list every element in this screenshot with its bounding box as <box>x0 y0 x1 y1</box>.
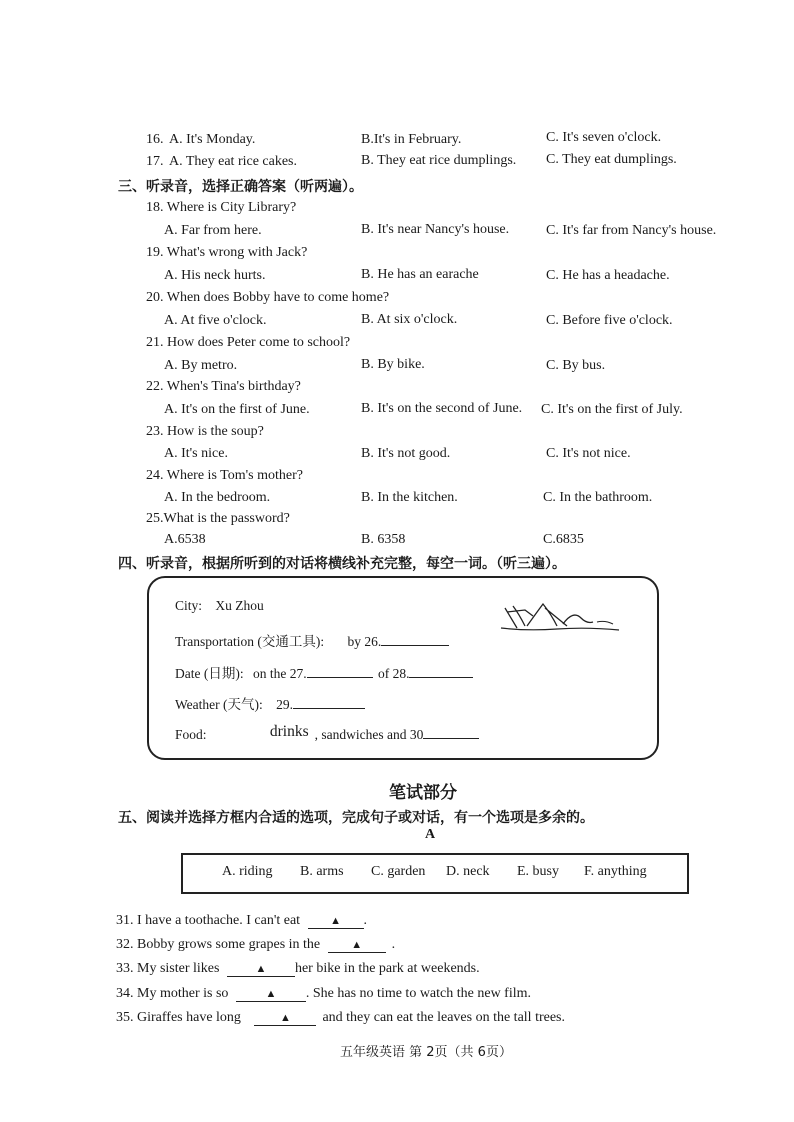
blank-27[interactable] <box>307 663 373 678</box>
q20-question: 20. When does Bobby have to come home? <box>146 290 390 305</box>
date-prefix: on the 27. <box>252 666 307 681</box>
q25-question: 25.What is the password? <box>146 511 290 526</box>
q20-option-b: B. At six o'clock. <box>361 312 458 327</box>
q24-option-a: A. In the bedroom. <box>164 490 271 505</box>
section-3-title: 三、听录音，选择正确答案（听两遍）。 <box>118 179 363 195</box>
q19-option-c: C. He has a headache. <box>546 268 670 283</box>
q31-blank[interactable]: ▲ <box>308 914 364 929</box>
q23-option-b: B. It's not good. <box>361 446 451 461</box>
q16-option-c: C. It's seven o'clock. <box>546 130 662 145</box>
city-value: Xu Zhou <box>215 598 264 613</box>
q21-option-c: C. By bus. <box>546 358 606 373</box>
q17-option-b: B. They eat rice dumplings. <box>361 153 517 168</box>
q25-option-a: A.6538 <box>164 532 206 547</box>
q22-option-c: C. It's on the first of July. <box>541 402 683 417</box>
q34-text: 34. My mother is so <box>116 986 229 1001</box>
q34-item <box>116 985 531 1003</box>
blank-28[interactable] <box>409 663 473 678</box>
q19-option-b: B. He has an earache <box>361 267 479 282</box>
q18-option-a: A. Far from here. <box>164 223 262 238</box>
q35-blank[interactable]: ▲ <box>254 1011 316 1026</box>
transportation-prefix: by 26. <box>347 634 382 649</box>
q33-blank[interactable]: ▲ <box>227 962 295 977</box>
q18-option-c: C. It's far from Nancy's house. <box>546 223 717 238</box>
transportation-label: Transportation (交通工具): <box>175 634 325 649</box>
q24-option-b: B. In the kitchen. <box>361 490 458 505</box>
word-option-b: B. arms <box>300 864 344 879</box>
transportation-row <box>175 630 449 650</box>
q24-question: 24. Where is Tom's mother? <box>146 468 303 483</box>
q23-question: 23. How is the soup? <box>146 424 264 439</box>
q17-option-a: A. They eat rice cakes. <box>169 154 298 169</box>
q17-number: 17. <box>146 154 164 169</box>
q34-end: . She has no time to watch the new film. <box>305 986 532 1001</box>
q20-option-a: A. At five o'clock. <box>164 313 267 328</box>
written-part-title: 笔试部分 <box>389 783 457 803</box>
q31-end: . <box>363 913 368 928</box>
page-footer: 五年级英语 第 2页（共 6页） <box>340 1045 512 1060</box>
q20-option-c: C. Before five o'clock. <box>546 313 673 328</box>
q35-text: 35. Giraffes have long <box>116 1010 241 1025</box>
food-row <box>175 724 479 744</box>
q35-end: and they can eat the leaves on the tall trees. <box>322 1010 565 1025</box>
blank-29[interactable] <box>293 694 365 709</box>
date-mid: of 28. <box>377 666 410 681</box>
q18-option-b: B. It's near Nancy's house. <box>361 222 510 237</box>
q21-option-b: B. By bike. <box>361 357 425 372</box>
blank-26[interactable] <box>381 631 449 646</box>
word-bank-box <box>181 853 689 894</box>
city-label: City: <box>175 598 203 613</box>
q22-question: 22. When's Tina's birthday? <box>146 379 301 394</box>
section-5-title: 五、阅读并选择方框内合适的选项，完成句子或对话，有一个选项是多余的。 <box>118 810 594 826</box>
q19-option-a: A. His neck hurts. <box>164 268 266 283</box>
word-option-e: E. busy <box>517 864 559 879</box>
q35-item <box>116 1009 565 1027</box>
city-row <box>175 598 264 614</box>
q25-option-b: B. 6358 <box>361 532 406 547</box>
q23-option-a: A. It's nice. <box>164 446 228 461</box>
q34-blank[interactable]: ▲ <box>236 987 306 1002</box>
word-option-f: F. anything <box>584 864 647 879</box>
q16-option-b: B.It's in February. <box>361 132 462 147</box>
q32-item <box>116 936 395 954</box>
q33-end: her bike in the park at weekends. <box>294 961 480 976</box>
q18-question: 18. Where is City Library? <box>146 200 297 215</box>
section-4-title: 四、听录音，根据所听到的对话将横线补充完整，每空一词。（听三遍）。 <box>118 556 566 572</box>
q16-option-a: A. It's Monday. <box>169 132 256 147</box>
q23-option-c: C. It's not nice. <box>546 446 631 461</box>
q33-text: 33. My sister likes <box>116 961 220 976</box>
q24-option-c: C. In the bathroom. <box>543 490 653 505</box>
q31-text: 31. I have a toothache. I can't eat <box>116 913 301 928</box>
q22-option-a: A. It's on the first of June. <box>164 402 310 417</box>
q22-option-b: B. It's on the second of June. <box>361 401 523 416</box>
food-label: Food: <box>175 727 207 742</box>
food-rest: , sandwiches and 30 <box>314 727 424 742</box>
boat-sketch-icon <box>497 600 623 636</box>
section-5-subtitle: A <box>425 827 436 842</box>
q32-text: 32. Bobby grows some grapes in the <box>116 937 321 952</box>
weather-prefix: 29. <box>276 697 293 712</box>
weather-label: Weather (天气): <box>175 697 263 712</box>
q32-end: . <box>391 937 396 952</box>
food-drinks: drinks <box>269 723 309 740</box>
q17-option-c: C. They eat dumplings. <box>546 152 677 167</box>
weather-row <box>175 693 365 713</box>
date-label: Date (日期): <box>175 666 244 681</box>
blank-30[interactable] <box>423 724 479 739</box>
word-option-d: D. neck <box>446 864 490 879</box>
q19-question: 19. What's wrong with Jack? <box>146 245 308 260</box>
date-row <box>175 662 473 682</box>
q16-number: 16. <box>146 132 164 147</box>
q33-item <box>116 960 480 978</box>
q25-option-c: C.6835 <box>543 532 584 547</box>
word-option-c: C. garden <box>371 864 426 879</box>
word-option-a: A. riding <box>222 864 273 879</box>
q21-option-a: A. By metro. <box>164 358 238 373</box>
q21-question: 21. How does Peter come to school? <box>146 335 351 350</box>
q32-blank[interactable]: ▲ <box>328 938 386 953</box>
q31-item <box>116 912 367 930</box>
